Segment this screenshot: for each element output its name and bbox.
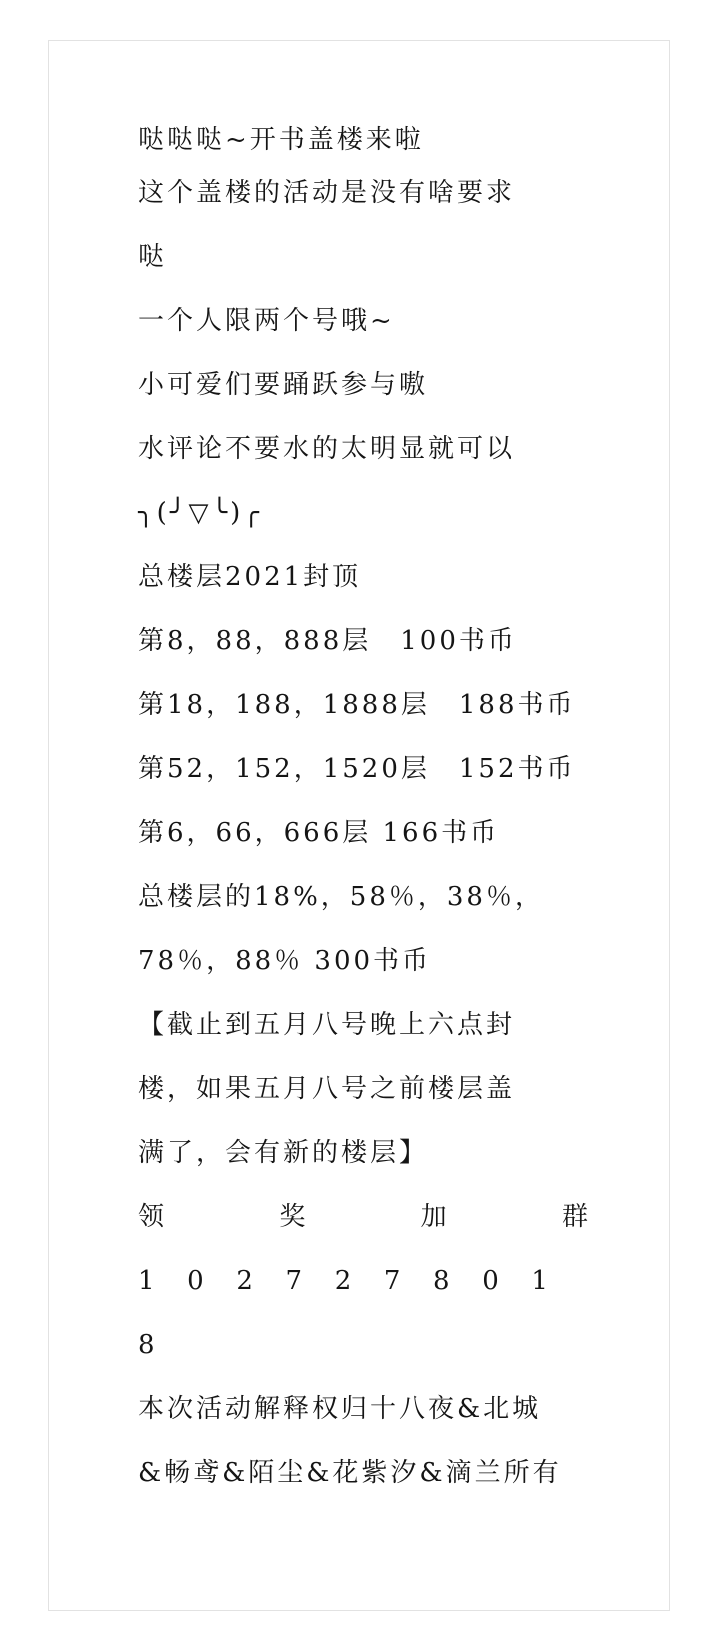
qq-digit: 2 xyxy=(236,1266,253,1296)
reward-line: 总楼层的18%，58％，38％， xyxy=(138,882,544,912)
kaomoji-line: ╮(╯▽╰)╭ xyxy=(138,498,262,528)
reward-line: 78％，88％ 300书币 xyxy=(138,946,432,976)
qq-digit: 8 xyxy=(433,1266,450,1296)
deadline-line: 【截止到五月八号晚上六点封 xyxy=(138,1010,516,1040)
deadline-line: 满了，会有新的楼层】 xyxy=(138,1138,429,1168)
qq-digit: 0 xyxy=(482,1266,499,1296)
qq-number-tail: 8 xyxy=(138,1330,158,1360)
qq-digit: 7 xyxy=(285,1266,303,1296)
award-char: 领 xyxy=(138,1202,165,1232)
footer-line: &畅鸢&陌尘&花紫汐&滴兰所有 xyxy=(138,1458,562,1488)
post-line: 总楼层2021封顶 xyxy=(138,562,362,592)
footer-line: 本次活动解释权归十八夜&北城 xyxy=(138,1394,542,1424)
deadline-line: 楼，如果五月八号之前楼层盖 xyxy=(138,1074,516,1104)
qq-digit: 1 xyxy=(138,1266,155,1296)
award-char: 奖 xyxy=(279,1202,306,1232)
post-line: 水评论不要水的太明显就可以 xyxy=(138,434,516,464)
post-line: 一个人限两个号哦~ xyxy=(138,306,395,336)
post-line: 这个盖楼的活动是没有啥要求 xyxy=(138,178,516,208)
award-char: 加 xyxy=(420,1202,447,1232)
reward-line: 第8，88，888层 100书币 xyxy=(138,626,517,656)
qq-digit: 1 xyxy=(531,1266,548,1296)
award-char: 群 xyxy=(561,1202,588,1232)
qq-digit: 7 xyxy=(383,1266,401,1296)
reward-line: 第18，188，1888层 188书币 xyxy=(138,690,576,720)
award-row xyxy=(138,1185,588,1249)
post-line: 哒哒哒~开书盖楼来啦 xyxy=(138,125,424,155)
reward-line: 第6，66，666层 166书币 xyxy=(138,818,500,848)
post-line: 小可爱们要踊跃参与嗷 xyxy=(138,370,429,400)
reward-line: 第52，152，1520层 152书币 xyxy=(138,754,576,784)
qq-digit: 0 xyxy=(187,1266,204,1296)
qq-digit: 2 xyxy=(334,1266,352,1296)
post-line: 哒 xyxy=(138,242,168,272)
post-content xyxy=(138,127,588,1505)
qq-number-row xyxy=(138,1249,588,1313)
